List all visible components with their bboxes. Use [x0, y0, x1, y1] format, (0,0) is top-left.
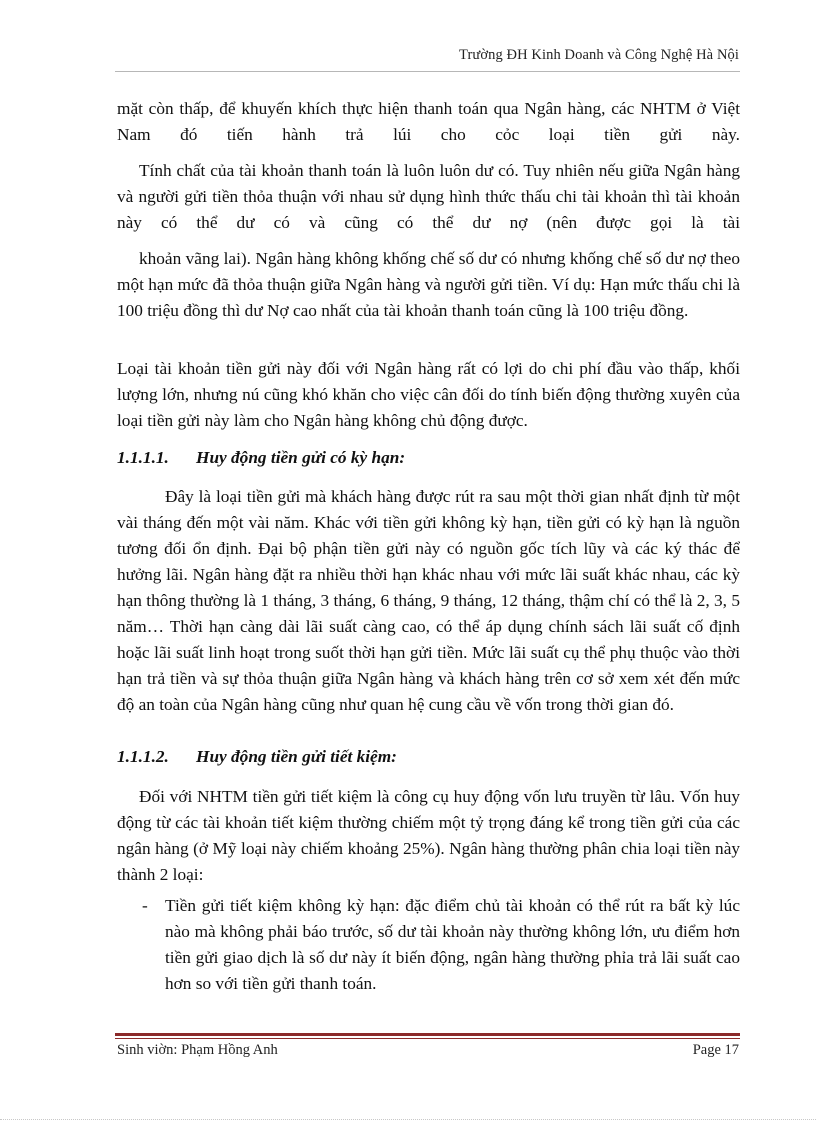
bullet-text: Tiền gửi tiết kiệm không kỳ hạn: đặc điểm chủ tài khoản có thể rút ra bất kỳ lúc nào mà không phải báo trước, số dư tài khoản này thường không lớn, ưu điểm hơn tiền gửi giao dịch là số dư này ít biến động, ngân hàng thường phỉa trả lãi suất cao hơn so với tiền gửi thanh toán.	[165, 896, 740, 993]
paragraph-1: mặt còn thấp, để khuyến khích thực hiện thanh toán qua Ngân hàng, các NHTM ở Việt Nam đó tiến hành trả lúi cho cỏc loại tiền gửi này.	[117, 99, 740, 144]
paragraph-5: Đây là loại tiền gửi mà khách hàng được rút ra sau một thời gian nhất định từ một vài tháng đến một vài năm. Khác với tiền gửi không kỳ hạn, tiền gửi có kỳ hạn là nguồn tương đối ổn định. Đại bộ phận tiền gửi này có nguồn gốc tích lũy và các ký thác để hưởng lãi. Ngân hàng đặt ra nhiều thời hạn khác nhau với mức lãi suất khác nhau, các kỳ hạn thông thường là 1 tháng, 3 tháng, 6 tháng, 9 tháng, 12 tháng, thậm chí có thể là 2, 3, 5 năm… Thời hạn càng dài lãi suất càng cao, có thể áp dụng chính sách lãi suất cố định hoặc lãi suất linh hoạt trong suốt thời hạn gửi tiền. Mức lãi suất cụ thể phụ thuộc vào thời hạn trả tiền và sự thỏa thuận giữa Ngân hàng và khách hàng trên cơ sở xem xét đến mức độ an toàn của Ngân hàng cũng như quan hệ cung cầu về vốn trong thời gian đó.	[117, 487, 740, 714]
heading-title: Huy động tiền gửi tiết kiệm:	[196, 747, 397, 766]
footer-student-name: Sinh viờn: Phạm Hồng Anh	[117, 1042, 278, 1058]
section-heading-1112	[117, 744, 397, 770]
paragraph-3: khoản vãng lai). Ngân hàng không khống chế số dư có nhưng khống chế số dư nợ theo một hạn mức đã thỏa thuận giữa Ngân hàng và người gửi tiền. Ví dụ: Hạn mức thấu chi là 100 triệu đồng thì dư Nợ cao nhất của tài khoản thanh toán cũng là 100 triệu đồng.	[117, 249, 740, 320]
heading-number: 1.1.1.2.	[117, 747, 169, 766]
footer-rule-thick	[115, 1033, 740, 1036]
paragraph-4: Loại tài khoản tiền gửi này đối với Ngân hàng rất có lợi do chi phí đầu vào thấp, khối lượng lớn, nhưng nú cũng khó khăn cho việc cân đối do tính biến động thường xuyên của loại tiền gửi này làm cho Ngân hàng không chủ động được.	[117, 359, 740, 430]
paragraph-2: Tính chất của tài khoản thanh toán là luôn luôn dư có. Tuy nhiên nếu giữa Ngân hàng và người gửi tiền thỏa thuận với nhau sử dụng hình thức thấu chi tài khoản thì tài khoản này có thể dư có và cũng có thể dư nợ (nên được gọi là tài	[117, 161, 740, 232]
footer-rule-thin	[115, 1038, 740, 1039]
paragraph-6: Đối với NHTM tiền gửi tiết kiệm là công cụ huy động vốn lưu truyền từ lâu. Vốn huy động từ các tài khoản tiết kiệm thường chiếm một tỷ trọng đáng kể trong tiền gửi của các ngân hàng (ở Mỹ loại này chiếm khoảng 25%). Ngân hàng thường phân chia loại tiền này thành 2 loại:	[117, 787, 740, 884]
header-school-name: Trường ĐH Kinh Doanh và Công Nghệ Hà Nội	[459, 47, 739, 63]
footer-page-number: Page 17	[692, 1042, 739, 1058]
page-bottom-dotted-rule	[0, 1119, 816, 1120]
heading-title: Huy động tiền gửi có kỳ hạn:	[196, 448, 406, 467]
section-heading-1111	[117, 445, 405, 471]
bullet-dash: -	[142, 896, 148, 915]
header-rule	[115, 71, 740, 72]
heading-number: 1.1.1.1.	[117, 448, 169, 467]
